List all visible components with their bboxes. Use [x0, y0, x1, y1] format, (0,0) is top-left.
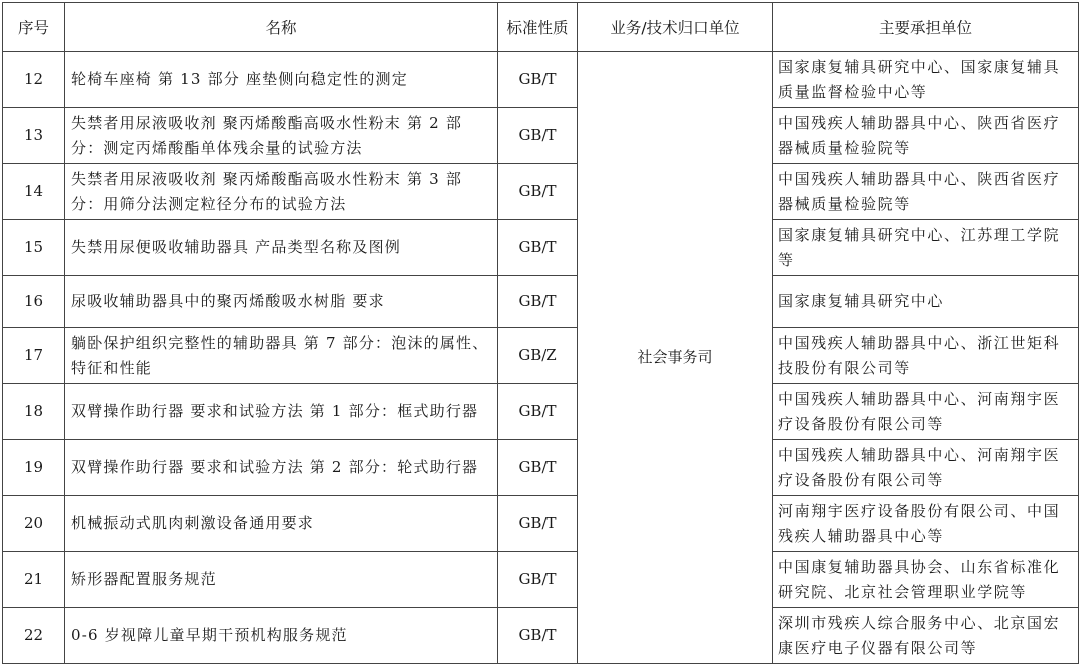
table-row: [3, 384, 1079, 440]
table-row: [3, 440, 1079, 496]
row-name: 轮椅车座椅 第 13 部分 座垫侧向稳定性的测定: [65, 52, 498, 108]
table-row: [3, 108, 1079, 164]
row-name: 失禁用尿便吸收辅助器具 产品类型名称及图例: [65, 220, 498, 276]
row-nature: GB/T: [498, 52, 578, 108]
row-seq: 13: [3, 108, 65, 164]
row-org: 中国残疾人辅助器具中心、陕西省医疗器械质量检验院等: [773, 164, 1079, 220]
header-nature: 标准性质: [498, 3, 578, 52]
table-row: [3, 552, 1079, 608]
row-seq: 21: [3, 552, 65, 608]
row-org: 国家康复辅具研究中心、国家康复辅具质量监督检验中心等: [773, 52, 1079, 108]
table-row: [3, 220, 1079, 276]
row-name: 0-6 岁视障儿童早期干预机构服务规范: [65, 608, 498, 664]
header-seq: 序号: [3, 3, 65, 52]
row-org: 中国残疾人辅助器具中心、河南翔宇医疗设备股份有限公司等: [773, 440, 1079, 496]
row-org: 中国康复辅助器具协会、山东省标准化研究院、北京社会管理职业学院等: [773, 552, 1079, 608]
table-row: [3, 52, 1079, 108]
row-seq: 22: [3, 608, 65, 664]
row-name: 双臂操作助行器 要求和试验方法 第 2 部分：轮式助行器: [65, 440, 498, 496]
standards-table: [2, 2, 1079, 664]
header-row: [3, 3, 1079, 52]
row-seq: 15: [3, 220, 65, 276]
row-org: 中国残疾人辅助器具中心、陕西省医疗器械质量检验院等: [773, 108, 1079, 164]
row-name: 矫形器配置服务规范: [65, 552, 498, 608]
table-row: [3, 496, 1079, 552]
row-nature: GB/Z: [498, 328, 578, 384]
table-row: [3, 328, 1079, 384]
table-row: [3, 276, 1079, 328]
row-seq: 17: [3, 328, 65, 384]
row-org: 中国残疾人辅助器具中心、河南翔宇医疗设备股份有限公司等: [773, 384, 1079, 440]
header-name: 名称: [65, 3, 498, 52]
row-nature: GB/T: [498, 108, 578, 164]
row-nature: GB/T: [498, 608, 578, 664]
row-nature: GB/T: [498, 440, 578, 496]
row-name: 失禁者用尿液吸收剂 聚丙烯酸酯高吸水性粉末 第 2 部分：测定丙烯酸酯单体残余量的试验方法: [65, 108, 498, 164]
row-seq: 12: [3, 52, 65, 108]
row-seq: 19: [3, 440, 65, 496]
row-nature: GB/T: [498, 164, 578, 220]
row-seq: 14: [3, 164, 65, 220]
table-row: [3, 608, 1079, 664]
row-seq: 16: [3, 276, 65, 328]
row-org: 国家康复辅具研究中心: [773, 276, 1079, 328]
row-nature: GB/T: [498, 552, 578, 608]
row-org: 河南翔宇医疗设备股份有限公司、中国残疾人辅助器具中心等: [773, 496, 1079, 552]
row-org: 国家康复辅具研究中心、江苏理工学院等: [773, 220, 1079, 276]
row-nature: GB/T: [498, 220, 578, 276]
table-row: [3, 164, 1079, 220]
department-cell: 社会事务司: [578, 52, 773, 664]
row-org: 中国残疾人辅助器具中心、浙江世矩科技股份有限公司等: [773, 328, 1079, 384]
row-nature: GB/T: [498, 276, 578, 328]
row-name: 躺卧保护组织完整性的辅助器具 第 7 部分：泡沫的属性、特征和性能: [65, 328, 498, 384]
row-name: 双臂操作助行器 要求和试验方法 第 1 部分：框式助行器: [65, 384, 498, 440]
row-nature: GB/T: [498, 496, 578, 552]
row-org: 深圳市残疾人综合服务中心、北京国宏康医疗电子仪器有限公司等: [773, 608, 1079, 664]
row-name: 尿吸收辅助器具中的聚丙烯酸吸水树脂 要求: [65, 276, 498, 328]
row-name: 失禁者用尿液吸收剂 聚丙烯酸酯高吸水性粉末 第 3 部分：用筛分法测定粒径分布的试验方法: [65, 164, 498, 220]
row-seq: 18: [3, 384, 65, 440]
header-org: 主要承担单位: [773, 3, 1079, 52]
row-nature: GB/T: [498, 384, 578, 440]
row-seq: 20: [3, 496, 65, 552]
header-dept: 业务/技术归口单位: [578, 3, 773, 52]
row-name: 机械振动式肌肉刺激设备通用要求: [65, 496, 498, 552]
